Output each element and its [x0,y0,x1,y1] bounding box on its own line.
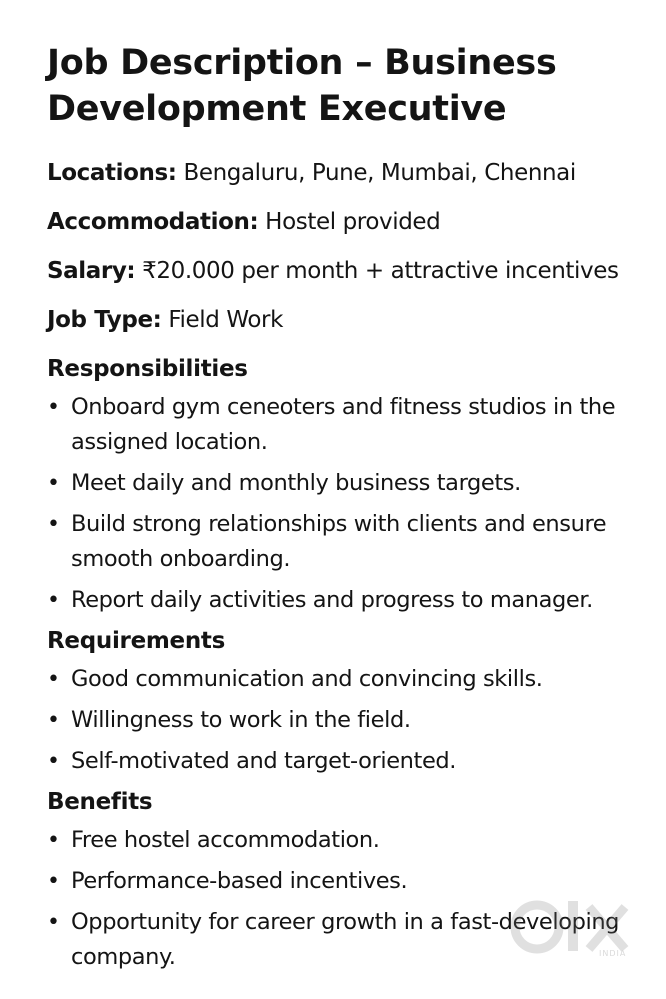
bullet-icon: • [47,512,60,537]
list-item [47,390,641,460]
responsibilities-section [47,354,647,618]
job-description-document [47,40,647,983]
job-details [47,158,647,335]
bullet-icon: • [47,869,60,894]
list-item [47,583,641,618]
responsibilities-list [47,390,647,618]
list-item-text: Self-motivated and target-oriented. [71,748,457,774]
list-item-text: Free hostel accommodation. [71,827,380,853]
bullet-icon: • [47,588,60,613]
list-item [47,466,641,501]
bullet-icon: • [47,828,60,853]
list-item-text: Opportunity for career growth in a fast-developing company. [71,909,620,970]
requirements-list [47,662,647,779]
bullet-icon: • [47,910,60,935]
list-item [47,703,641,738]
field-value: Hostel provided [265,209,441,235]
page-title: Job Description – Business Development Executive [47,43,557,129]
list-item [47,864,641,899]
bullet-icon: • [47,667,60,692]
olx-watermark-logo [507,895,633,965]
list-item-text: Onboard gym ceneoters and fitness studios in the assigned location. [71,394,616,455]
field-accommodation [47,207,647,237]
bullet-icon: • [47,471,60,496]
field-value: ₹20.000 per month + attractive incentives [142,258,619,284]
field-label: Salary: [47,258,136,284]
field-label: Job Type: [47,307,162,333]
requirements-section [47,626,647,779]
list-item [47,662,641,697]
bullet-icon: • [47,749,60,774]
list-item-text: Willingness to work in the field. [71,707,411,733]
field-salary [47,256,647,286]
field-locations [47,158,647,188]
field-value: Field Work [168,307,284,333]
field-value: Bengaluru, Pune, Mumbai, Chennai [183,160,576,186]
watermark-region-label: INDIA [599,949,627,958]
list-item [47,744,641,779]
list-item-text: Good communication and convincing skills. [71,666,543,692]
section-heading: Benefits [47,789,153,815]
list-item-text: Meet daily and monthly business targets. [71,470,521,496]
list-item-text: Report daily activities and progress to manager. [71,587,593,613]
section-heading: Responsibilities [47,356,248,382]
olx-logo-icon [507,895,633,957]
bullet-icon: • [47,395,60,420]
field-label: Locations: [47,160,177,186]
list-item [47,507,641,577]
list-item [47,823,641,858]
section-heading: Requirements [47,628,225,654]
list-item-text: Performance-based incentives. [71,868,408,894]
bullet-icon: • [47,708,60,733]
field-label: Accommodation: [47,209,259,235]
list-item-text: Build strong relationships with clients and ensure smooth onboarding. [71,511,607,572]
field-job-type [47,305,647,335]
